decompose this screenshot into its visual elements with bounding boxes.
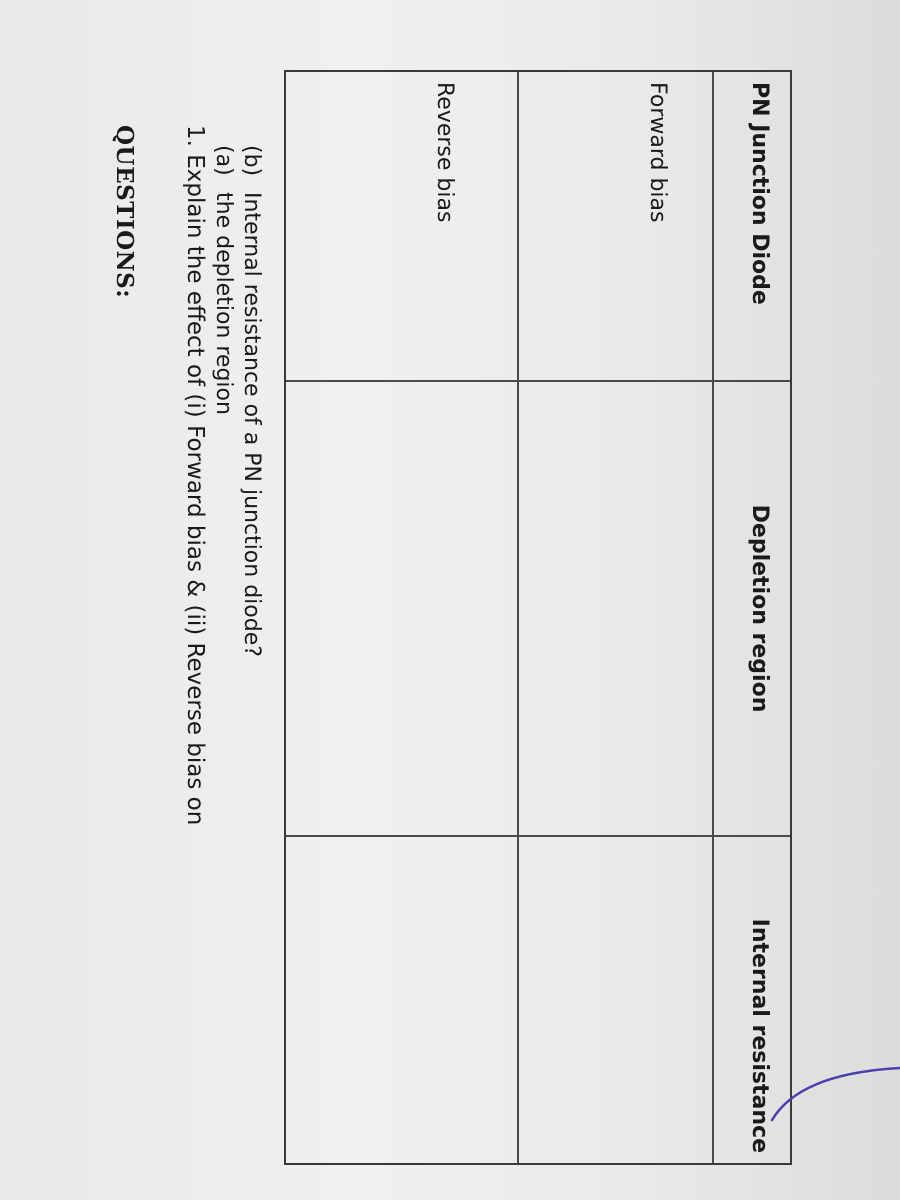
sub-b-text: Internal resistance of a PN junction diode? xyxy=(239,192,264,657)
cell-reverse-depletion[interactable] xyxy=(286,382,517,837)
sub-a-label: (a) xyxy=(211,145,236,176)
answer-table xyxy=(284,70,792,1165)
header-pn-junction-diode xyxy=(712,72,790,382)
page-heading: QUESTIONS: xyxy=(111,125,138,299)
question-sub-b xyxy=(239,145,264,657)
cell-reverse-resistance[interactable] xyxy=(286,837,517,1163)
sub-a-text: the depletion region xyxy=(211,192,236,415)
pen-mark-icon xyxy=(760,1060,900,1140)
question-text: 1. Explain the effect of (i) Forward bias & (ii) Reverse bias on xyxy=(182,125,208,826)
header-label: PN Junction Diode xyxy=(747,82,772,305)
header-depletion-region xyxy=(712,382,790,837)
sub-b-label: (b) xyxy=(239,145,264,177)
row-label: Reverse bias xyxy=(432,82,457,223)
cell-forward-depletion[interactable] xyxy=(517,382,712,837)
cell-forward-resistance[interactable] xyxy=(517,837,712,1163)
row-reverse-bias xyxy=(286,72,517,382)
header-label: Depletion region xyxy=(747,504,772,713)
row-forward-bias xyxy=(517,72,712,382)
row-label: Forward bias xyxy=(645,82,670,223)
question-sub-a xyxy=(211,145,236,415)
header-label: Internal resistance xyxy=(747,918,772,1153)
